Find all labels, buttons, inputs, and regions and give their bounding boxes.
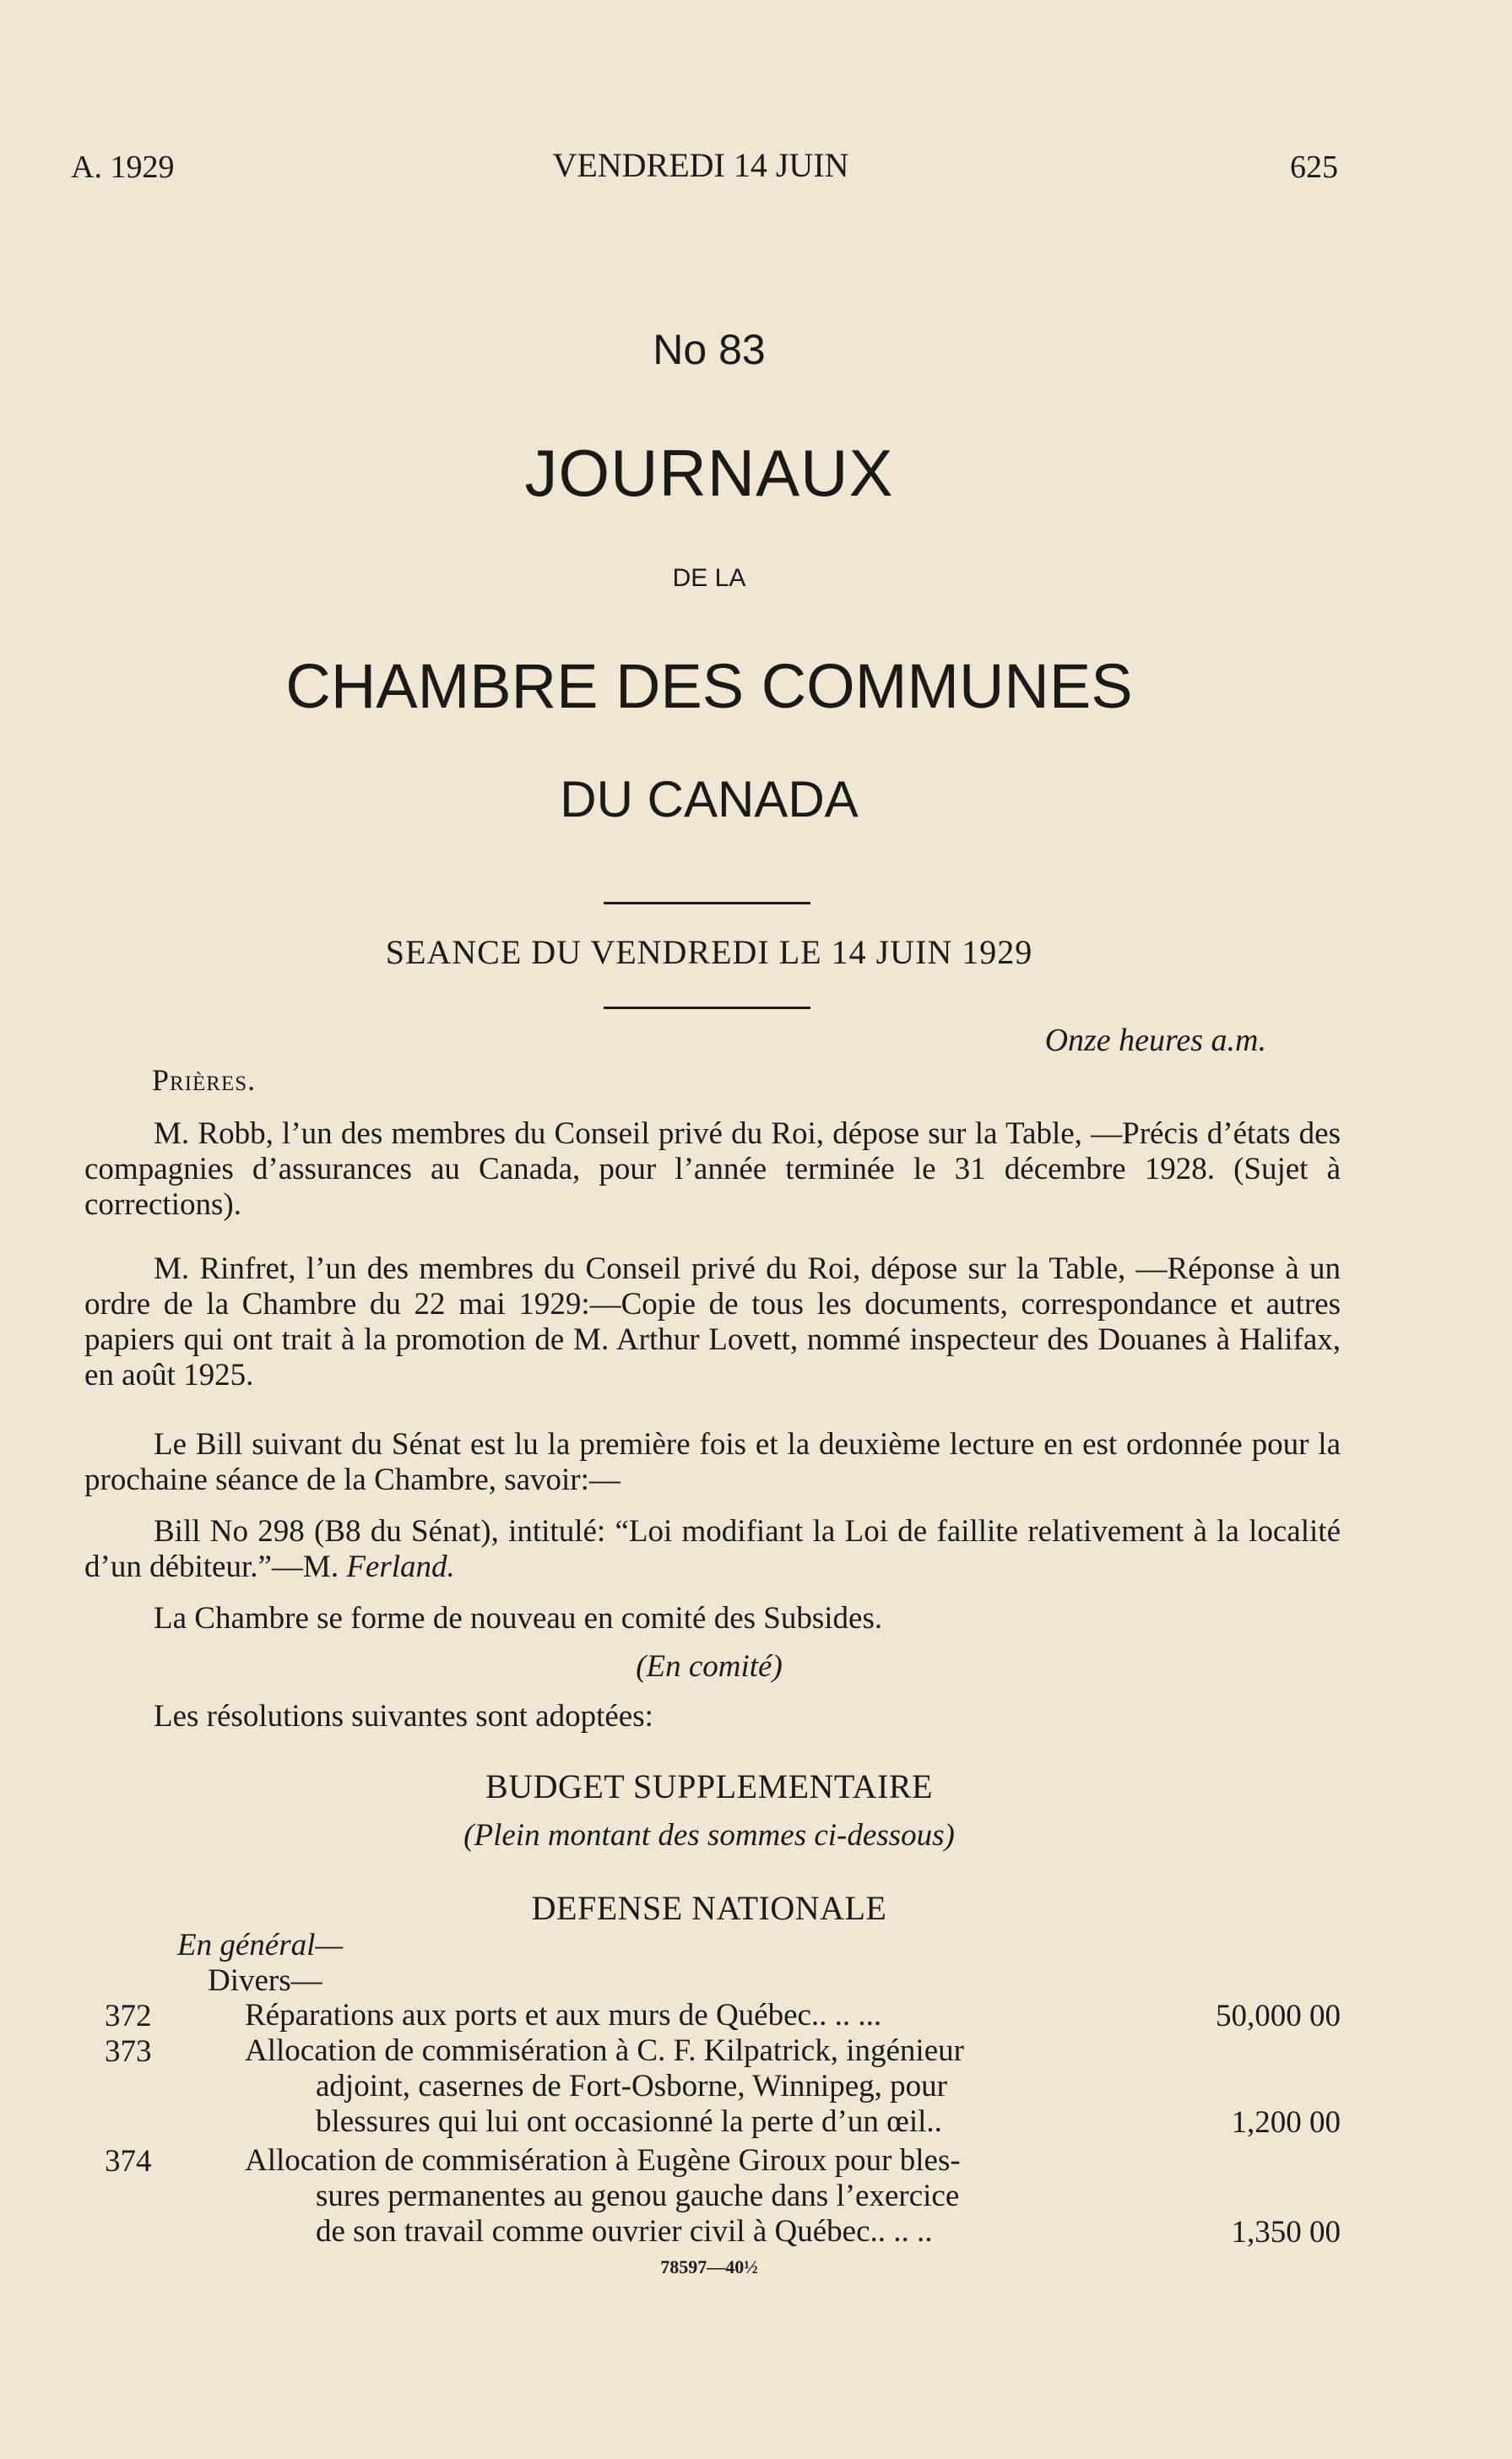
divider-top [604,902,810,904]
printer-signature-mark: 78597—40½ [660,2256,758,2277]
divider-bottom [604,1007,810,1009]
item-amount: 50,000 00 [1216,1999,1341,2033]
bill-298-sponsor: Ferland. [346,1550,455,1584]
title-canada: DU CANADA [560,771,859,828]
running-header-date: VENDREDI 14 JUIN [552,146,849,184]
prayers-label: Prières. [152,1063,257,1097]
item-description-line: blessures qui lui ont occasionné la perte d’un œil.. [316,2104,942,2139]
journal-number: No 83 [653,326,766,373]
section-title: DEFENSE NATIONALE [531,1889,887,1927]
subcategory-label: Divers— [208,1963,322,1998]
item-amount: 1,200 00 [1231,2105,1341,2140]
paragraph-bill-298 [84,1514,1341,1585]
item-description-line: adjoint, casernes de Fort-Osborne, Winnipeg, pour [316,2069,947,2103]
item-number: 372 [105,1999,152,2033]
item-description-line: Allocation de commisération à Eugène Giroux pour bles- [245,2143,961,2178]
session-time: Onze heures a.m. [1044,1023,1266,1058]
paragraph-resolutions: Les résolutions suivantes sont adoptées: [154,1699,653,1734]
en-comite-label: (En comité) [636,1649,783,1684]
title-chambre: CHAMBRE DES COMMUNES [285,651,1133,721]
journal-title: JOURNAUX [524,436,894,510]
budget-title: BUDGET SUPPLEMENTAIRE [485,1767,933,1805]
item-description-line: Allocation de commisération à C. F. Kilpatrick, ingénieur [245,2033,964,2068]
paragraph-bill-senat: Le Bill suivant du Sénat est lu la première fois et la deuxième lecture en est ordonnée pour la prochaine séance de la Chambre, savoir:— [84,1427,1341,1497]
paragraph-robb: M. Robb, l’un des membres du Conseil privé du Roi, dépose sur la Table, —Précis d’états des compagnies d’assurances au Canada, pour l’année terminée le 31 décembre 1928. (Sujet à corrections). [84,1116,1341,1222]
item-number: 373 [105,2034,152,2069]
item-description-line: Réparations aux ports et aux murs de Québec.. .. ... [245,1998,882,2033]
item-amount: 1,350 00 [1231,2215,1341,2250]
paragraph-comite: La Chambre se forme de nouveau en comité des Subsides. [154,1601,883,1636]
budget-subtitle: (Plein montant des sommes ci-dessous) [463,1818,955,1853]
item-description-line: sures permanentes au genou gauche dans l’exercice [316,2179,960,2213]
item-number: 374 [105,2144,152,2179]
page-number: 625 [1290,149,1338,185]
title-de-la: DE LA [672,564,746,592]
category-label: En général— [177,1928,344,1962]
seance-heading: SEANCE DU VENDREDI LE 14 JUIN 1929 [385,933,1033,971]
running-header-year: A. 1929 [71,149,175,185]
paragraph-rinfret: M. Rinfret, l’un des membres du Conseil privé du Roi, dépose sur la Table, —Réponse à un ordre de la Chambre du 22 mai 1929:—Copie de tous les documents, correspondance et autres papiers qui ont trait à la promotion de M. Arthur Lovett, nommé inspecteur des Douanes à Halifax, en août 1925. [84,1251,1341,1392]
bill-298-text: Bill No 298 (B8 du Sénat), intitulé: “Loi modifiant la Loi de faillite relativement à la localité d’un débiteur.”—M. [84,1514,1341,1584]
item-description-line: de son travail comme ouvrier civil à Québec.. .. .. [316,2214,933,2249]
